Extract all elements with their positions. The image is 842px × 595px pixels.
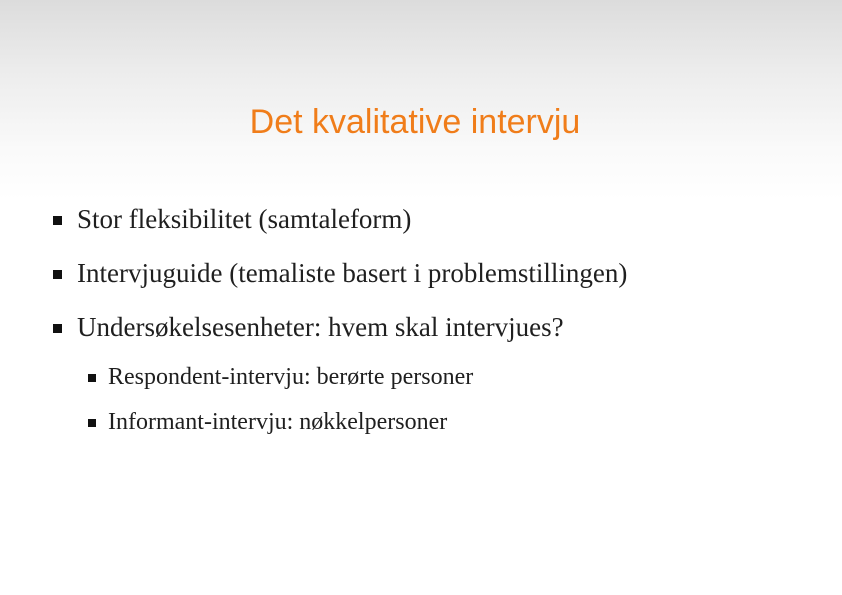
square-bullet-icon xyxy=(88,419,96,427)
square-bullet-icon xyxy=(88,374,96,382)
square-bullet-icon xyxy=(53,216,62,225)
bullet-text: Stor fleksibilitet (samtaleform) xyxy=(77,204,412,234)
bullet-text: Intervjuguide (temaliste basert i problemstillingen) xyxy=(77,258,628,288)
slide-title: Det kvalitative intervju xyxy=(249,103,581,141)
sub-bullet-text: Respondent-intervju: berørte personer xyxy=(108,364,474,390)
square-bullet-icon xyxy=(53,270,62,279)
bullet-text: Undersøkelsesenheter: hvem skal intervjues? xyxy=(77,312,564,342)
sub-bullet-text: Informant-intervju: nøkkelpersoner xyxy=(108,409,448,435)
square-bullet-icon xyxy=(53,324,62,333)
